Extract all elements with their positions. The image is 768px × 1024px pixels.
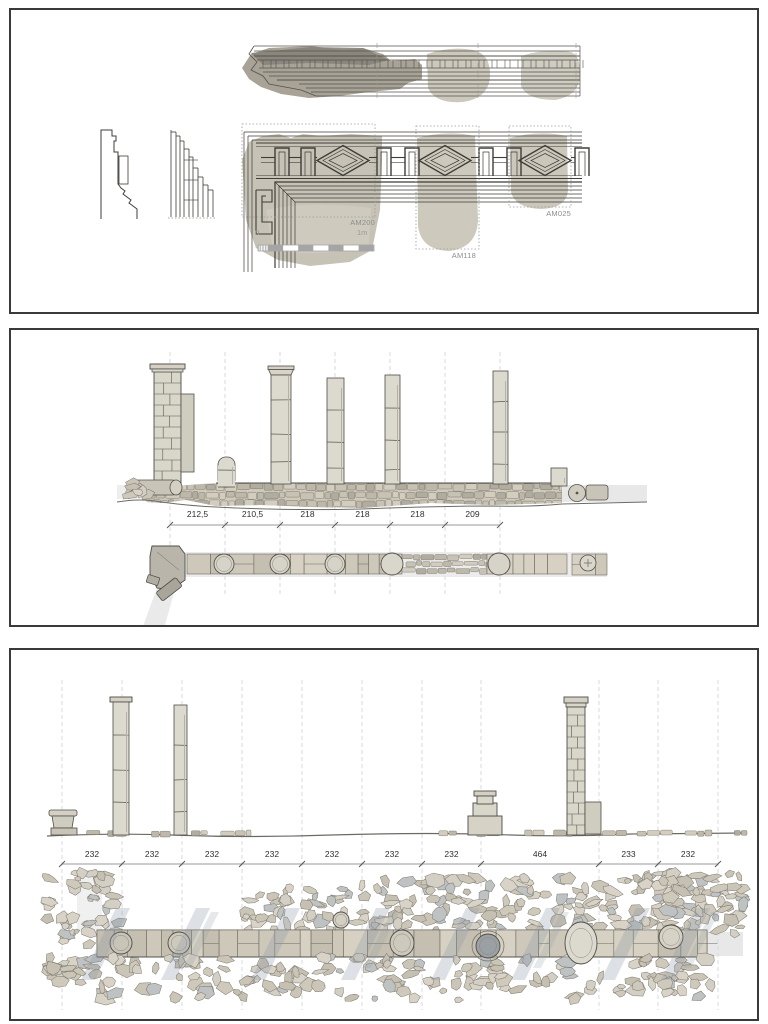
profile-drawing-2 xyxy=(168,130,217,218)
column-drawing xyxy=(551,468,567,486)
dimension-label: 233 xyxy=(621,849,636,859)
panel-colonnade-b xyxy=(9,648,759,1021)
dimension-label: 218 xyxy=(300,509,315,519)
dimension-label: 218 xyxy=(410,509,425,519)
colonnade-a-drawing xyxy=(11,330,757,625)
scale-bar xyxy=(258,245,374,251)
dimension-label: 232 xyxy=(680,849,696,859)
column-drawing xyxy=(385,375,400,484)
architrave-frieze-drawing xyxy=(11,10,757,312)
scalebar-1m-label: 1m xyxy=(357,228,368,237)
fragment-label-am118: AM118 xyxy=(451,251,476,260)
stone-plan xyxy=(40,865,751,1007)
column-drawing xyxy=(327,378,344,484)
dimension-label: 232 xyxy=(444,849,459,859)
dimension-label: 210,5 xyxy=(241,509,264,519)
dimension-label: 232 xyxy=(204,849,220,859)
capital-fragment xyxy=(49,810,77,835)
column-drawing xyxy=(268,366,294,484)
dimension-label: 232 xyxy=(264,849,280,859)
dimension-label: 209 xyxy=(465,509,480,519)
stylobate-plan xyxy=(162,552,607,577)
scalebar-zero-label: 0 xyxy=(255,228,260,237)
column-drawing xyxy=(113,702,129,835)
fallen-drum-section xyxy=(569,485,609,502)
panel-architrave-frieze xyxy=(9,8,759,314)
dimension-label: 232 xyxy=(324,849,340,859)
column-drawing xyxy=(218,457,235,487)
pedestal xyxy=(468,791,502,835)
column-drawing xyxy=(174,705,187,835)
fragment-label-am025: AM025 xyxy=(546,209,571,218)
corner-pier-plan xyxy=(143,546,185,625)
cornice-drawing xyxy=(242,43,583,102)
fragment-label-am200: AM200 xyxy=(350,218,375,227)
dimension-label: 218 xyxy=(355,509,370,519)
column-drawing xyxy=(493,371,508,484)
dimension-label: 232 xyxy=(384,849,400,859)
dimension-line xyxy=(59,861,721,867)
ground-line xyxy=(47,830,747,837)
dimension-label: 232 xyxy=(84,849,100,859)
dimension-label: 464 xyxy=(532,849,548,859)
dimension-label: 212,5 xyxy=(186,509,209,519)
profile-drawing-1 xyxy=(101,130,137,219)
dimension-label: 232 xyxy=(144,849,160,859)
panel-colonnade-a xyxy=(9,328,759,627)
masonry-pillar xyxy=(567,707,585,835)
colonnade-b-drawing xyxy=(11,650,757,1019)
masonry-pillar xyxy=(154,364,181,489)
